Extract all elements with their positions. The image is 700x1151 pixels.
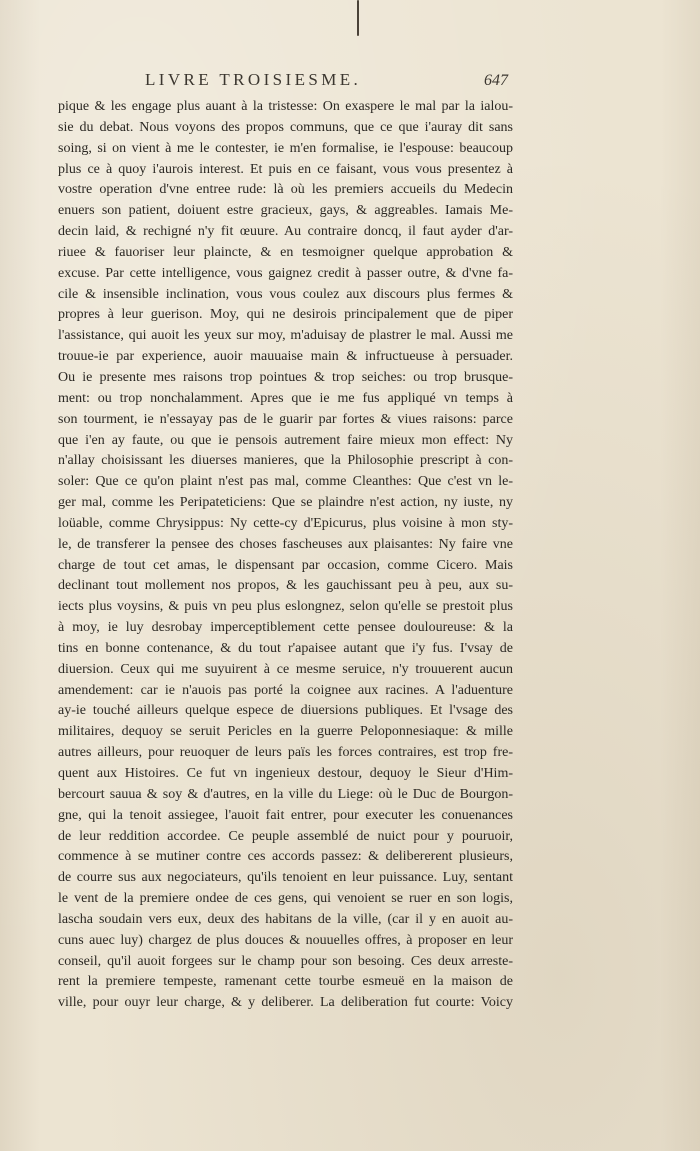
text-line: propres à leur guerison. Moy, qui ne desirois principalement que de piper [58, 307, 513, 323]
text-line: sie du debat. Nous voyons des propos communs, que ce que i'auray dit sans [58, 119, 513, 135]
text-line: diuersion. Ceux qui me suyuirent à ce mesme seruice, n'y trouuerent aucun [58, 661, 513, 677]
text-line: ment: ou trop nonchalamment. Apres que ie me fus appliqué vn temps à [58, 390, 513, 406]
text-line: l'assistance, qui auoit les yeux sur moy, m'aduisay de plastrer le mal. Aussi me [58, 328, 513, 344]
text-line: n'allay choisissant les diuerses manieres, que la Philosophie prescript à con- [58, 453, 513, 469]
text-line: excuse. Par cette intelligence, vous gaignez credit à passer outre, & d'vne fa- [58, 265, 513, 281]
text-line: à moy, ie luy desrobay imperceptiblement cette pensee douloureuse: & la [58, 620, 513, 636]
text-line: trouue-ie par experience, auoir mauuaise main & infructueuse à persuader. [58, 349, 513, 365]
binding-mark [357, 0, 359, 36]
text-line: que i'en ay faute, ou que ie pensois autrement faire mieux mon effect: Ny [58, 432, 513, 448]
text-line: ville, pour ouyr leur charge, & y deliberer. La deliberation fut courte: Voicy [58, 995, 513, 1011]
text-line: plus ce à quoy i'aurois interest. Et puis en ce faisant, vous vous presentez à [58, 161, 513, 177]
text-line: enuers son patient, doiuent estre gracieux, gays, & aggreables. Iamais Me- [58, 203, 513, 219]
text-line: le, de transferer la pensee des choses fascheuses aux plaisantes: Ny faire vne [58, 536, 513, 552]
text-line: declinant tout mollement nos propos, & les gauchissant peu à peu, aux su- [58, 578, 513, 594]
text-line: cuns auec luy) chargez de plus douces & nouuelles offres, à proposer en leur [58, 932, 513, 948]
text-line: soing, si on vient à me le contester, ie m'en formalise, ie l'espouse: beaucoup [58, 140, 513, 156]
text-line: de leur reddition accordee. Ce peuple assemblé de nuict pour y pouruoir, [58, 828, 513, 844]
page-header [145, 70, 515, 100]
running-title: LIVRE TROISIESME. [145, 70, 362, 89]
text-line: le vent de la premiere ondee de ces gens, qui venoient se ruer en son logis, [58, 891, 513, 907]
text-line: lascha soudain vers eux, deux des habitans de la ville, (car il y en auoit au- [58, 911, 513, 927]
text-line: pique & les engage plus auant à la tristesse: On exaspere le mal par la ialou- [58, 99, 513, 114]
text-line: Ou ie presente mes raisons trop pointues & trop seiches: ou trop brusque- [58, 369, 513, 385]
text-line: gne, qui la tenoit assiegee, l'auoit fait entrer, pour executer les conuenances [58, 807, 513, 823]
text-line: commence à se mutiner contre ces accords passez: & delibererent plusieurs, [58, 849, 513, 865]
body-text [58, 97, 513, 1035]
text-line: riuee & fauoriser leur plaincte, & en tesmoigner quelque approbation & [58, 244, 513, 260]
text-line: de courre sus aux negociateurs, qu'ils tenoient en leur puissance. Luy, sentant [58, 870, 513, 886]
text-line: ger mal, comme les Peripateticiens: Que se plaindre n'est action, ny iuste, ny [58, 495, 513, 511]
text-line: autres ailleurs, pour reuoquer de leurs païs les forces contraires, est trop fre- [58, 745, 513, 761]
text-line: rent la premiere tempeste, ramenant cette tourbe esmeuë en la maison de [58, 974, 513, 990]
text-line: charge de tout cet amas, le dispensant par occasion, comme Cicero. Mais [58, 557, 513, 573]
text-line: bercourt sauua & soy & d'autres, en la ville du Liege: où le Duc de Bourgon- [58, 786, 513, 802]
page-number: 647 [484, 72, 508, 89]
text-line: amendement: car ie n'auois pas porté la coignee aux racines. A l'aduenture [58, 682, 513, 698]
text-line: quent aux Histoires. Ce fut vn ingenieux destour, dequoy le Sieur d'Him- [58, 766, 513, 781]
text-line: vostre operation d'vne entree rude: là où les premiers accueils du Medecin [58, 182, 513, 198]
text-line: cile & insensible inclination, vous vous coulez aux discours plus fermes & [58, 286, 513, 302]
text-line [58, 1014, 513, 1035]
text-line: conseil, qu'il auoit forgees sur le champ pour son besoing. Ces deux arreste- [58, 953, 513, 969]
text-line: militaires, dequoy se seruit Pericles en la guerre Peloponnesiaque: & mille [58, 724, 513, 740]
text-line: son tourment, ie n'essayay pas de le guarir par fortes & viues raisons: parce [58, 411, 513, 427]
text-line: loüable, comme Chrysippus: Ny cette-cy d'Epicurus, plus voisine à mon sty- [58, 515, 513, 531]
text-line: decin laid, & rechigné n'y fit œuure. Au contraire doncq, il faut ayder d'ar- [58, 224, 513, 240]
text-line: soler: Que ce qu'on plaint n'est pas mal, comme Cleanthes: Que c'est vn le- [58, 474, 513, 490]
text-line: iects plus voysins, & puis vn peu plus eslongnez, selon qu'elle se prestoit plus [58, 599, 513, 615]
text-line: tins en bonne contenance, & du tout r'apaisee autant que i'y fus. I'vsay de [58, 640, 513, 656]
text-line: ay-ie touché ailleurs quelque espece de diuersions publiques. Et l'vsage des [58, 703, 513, 719]
